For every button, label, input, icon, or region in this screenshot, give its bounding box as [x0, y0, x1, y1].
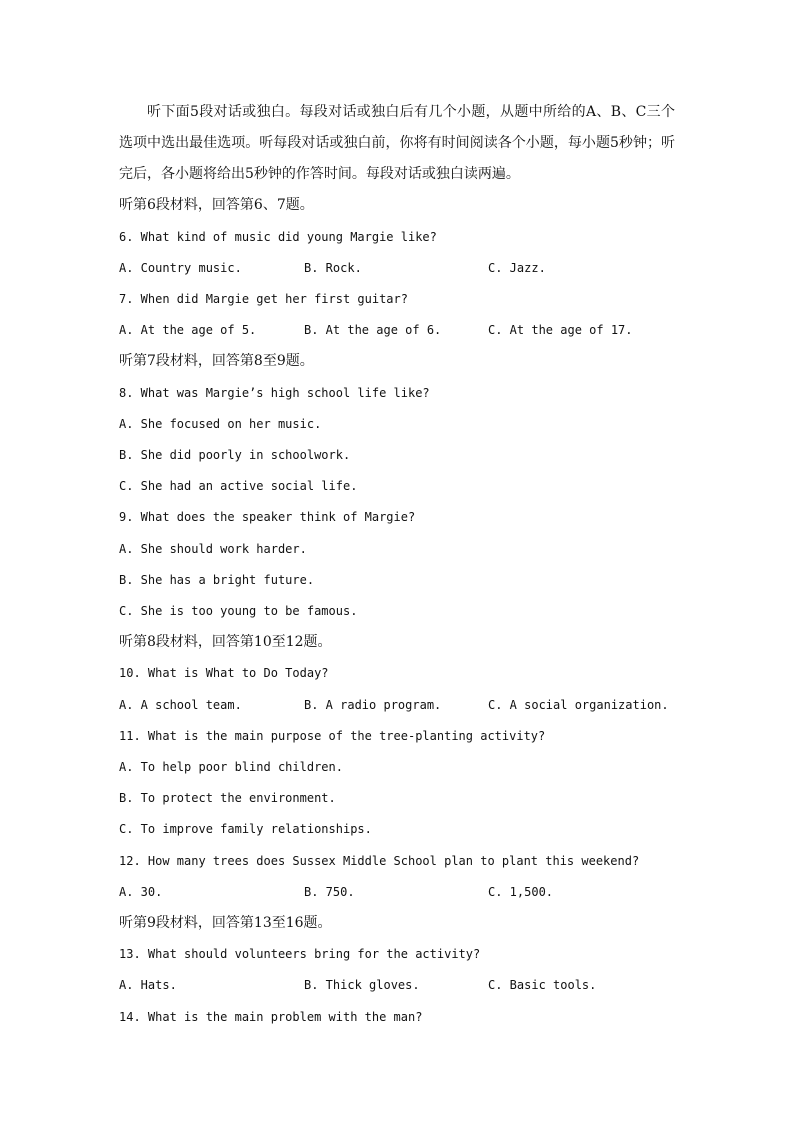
option-b[interactable]: B. At the age of 6.: [304, 323, 442, 337]
option-a[interactable]: A. She focused on her music.: [119, 417, 322, 431]
question-12: 12. How many trees does Sussex Middle School plan to plant this weekend?: [119, 854, 640, 868]
option-a[interactable]: A. 30.: [119, 885, 163, 899]
section-heading: 听第8段材料，回答第10至12题。: [119, 634, 332, 650]
option-b[interactable]: B. She did poorly in schoolwork.: [119, 448, 351, 462]
option-c[interactable]: C. At the age of 17.: [488, 323, 633, 337]
option-b[interactable]: B. Rock.: [304, 261, 362, 275]
option-b[interactable]: B. She has a bright future.: [119, 573, 315, 587]
question-10: 10. What is What to Do Today?: [119, 666, 329, 680]
question-9: 9. What does the speaker think of Margie?: [119, 510, 416, 524]
option-c[interactable]: C. Basic tools.: [488, 978, 597, 992]
section-heading: 听第7段材料，回答第8至9题。: [119, 353, 314, 369]
option-c[interactable]: C. She had an active social life.: [119, 479, 358, 493]
question-11: 11. What is the main purpose of the tree-planting activity?: [119, 729, 546, 743]
section-heading: 听第6段材料，回答第6、7题。: [119, 197, 314, 213]
listening-instructions: 听下面5段对话或独白。每段对话或独白后有几个小题，从题中所给的A、B、C三个选项中选出最佳选项。听每段对话或独白前，你将有时间阅读各个小题，每小题5秒钟；听完后，各小题将给出5秒钟的作答时间。每段对话或独白读两遍。: [119, 104, 675, 182]
option-b[interactable]: B. A radio program.: [304, 698, 442, 712]
option-b[interactable]: B. To protect the environment.: [119, 791, 336, 805]
question-8: 8. What was Margie’s high school life like?: [119, 386, 430, 400]
option-c[interactable]: C. 1,500.: [488, 885, 554, 899]
question-6: 6. What kind of music did young Margie like?: [119, 230, 437, 244]
option-a[interactable]: A. She should work harder.: [119, 542, 307, 556]
question-13: 13. What should volunteers bring for the activity?: [119, 947, 481, 961]
option-c[interactable]: C. A social organization.: [488, 698, 669, 712]
option-a[interactable]: A. At the age of 5.: [119, 323, 257, 337]
option-c[interactable]: C. To improve family relationships.: [119, 822, 372, 836]
option-a[interactable]: A. A school team.: [119, 698, 242, 712]
option-c[interactable]: C. Jazz.: [488, 261, 546, 275]
option-b[interactable]: B. Thick gloves.: [304, 978, 420, 992]
section-heading: 听第9段材料，回答第13至16题。: [119, 915, 332, 931]
option-a[interactable]: A. Hats.: [119, 978, 177, 992]
question-7: 7. When did Margie get her first guitar?: [119, 292, 408, 306]
option-c[interactable]: C. She is too young to be famous.: [119, 604, 358, 618]
option-b[interactable]: B. 750.: [304, 885, 355, 899]
option-a[interactable]: A. Country music.: [119, 261, 242, 275]
question-14: 14. What is the main problem with the man?: [119, 1010, 423, 1024]
option-a[interactable]: A. To help poor blind children.: [119, 760, 343, 774]
